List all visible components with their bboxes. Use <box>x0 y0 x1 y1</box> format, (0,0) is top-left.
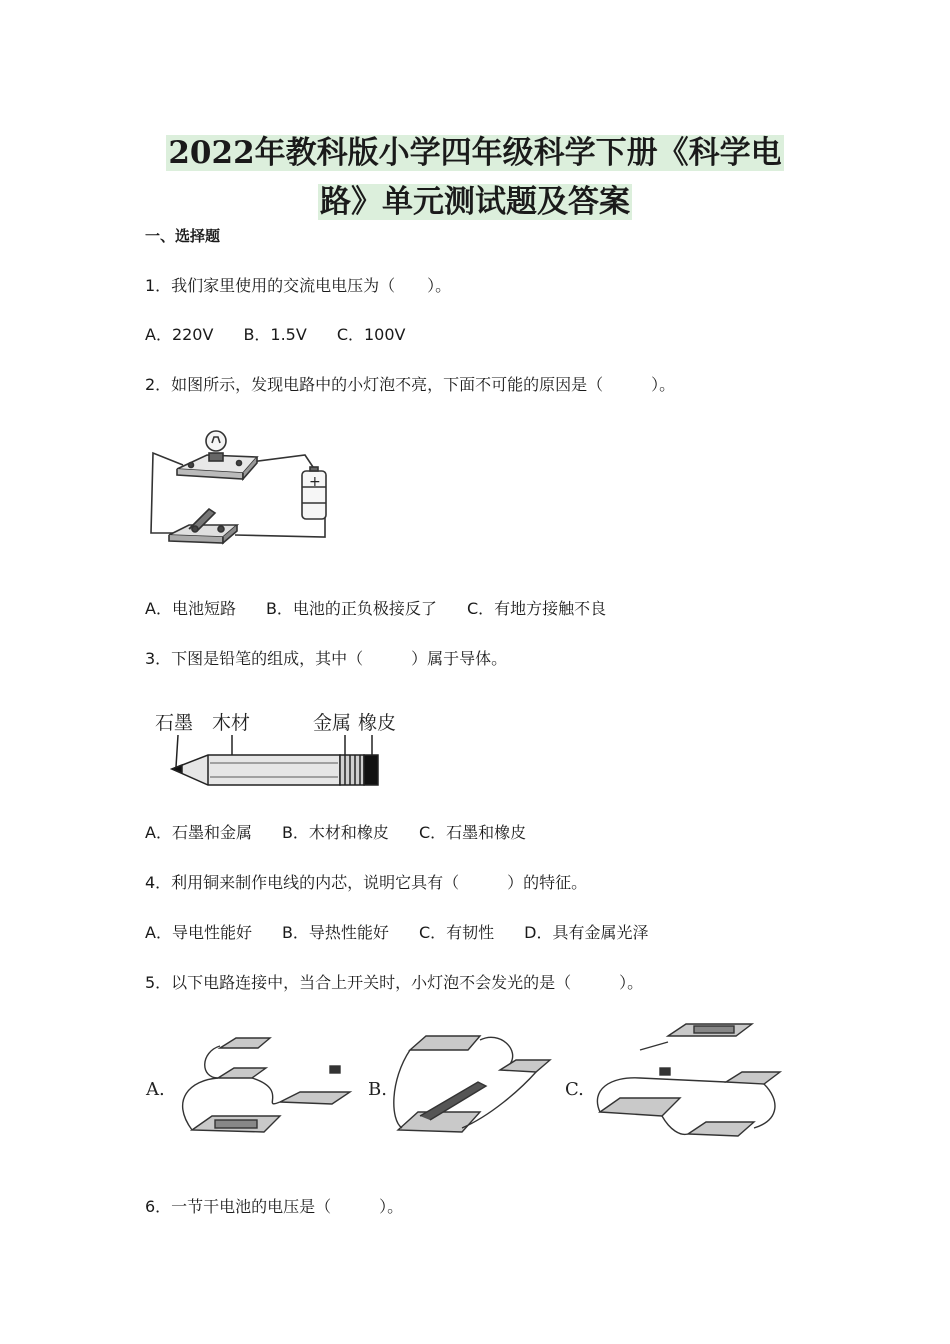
question-4-options <box>145 922 678 944</box>
q3-option-b: B．木材和橡皮 <box>281 823 389 842</box>
q2-option-b: B．电池的正负极接反了 <box>265 599 437 618</box>
question-1: 1．我们家里使用的交流电电压为（ ）。 <box>145 276 452 295</box>
document-title-line-1: 2022年教科版小学四年级科学下册《科学电 <box>168 135 782 171</box>
q3-option-a: A．石墨和金属 <box>145 823 252 842</box>
question-2-options <box>145 598 636 620</box>
q5-label-c: C. <box>565 1079 584 1100</box>
q3-pencil-figure <box>150 705 415 790</box>
question-2: 2．如图所示，发现电路中的小灯泡不亮，下面不可能的原因是（ ）。 <box>145 375 676 394</box>
q1-option-a: A．220V <box>145 325 214 344</box>
label-wood: 木材 <box>212 712 251 734</box>
label-graphite: 石墨 <box>155 712 194 734</box>
question-5: 5．以下电路连接中，当合上开关时，小灯泡不会发光的是（ ）。 <box>145 973 644 992</box>
label-metal: 金属 <box>313 712 352 734</box>
q2-circuit-figure <box>145 425 340 550</box>
q5-label-b: B. <box>368 1079 387 1100</box>
q4-option-a: A．导电性能好 <box>145 923 252 942</box>
document-title-line-2: 路》单元测试题及答案 <box>320 184 630 220</box>
question-3: 3．下图是铅笔的组成，其中（ ）属于导体。 <box>145 649 508 668</box>
q1-option-b: B．1.5V <box>243 325 307 344</box>
label-eraser: 橡皮 <box>358 712 397 734</box>
q2-option-c: C．有地方接触不良 <box>466 599 607 618</box>
q2-option-a: A．电池短路 <box>145 599 236 618</box>
q3-option-c: C．石墨和橡皮 <box>418 823 527 842</box>
q4-option-b: B．导热性能好 <box>281 923 389 942</box>
q5-circuit-options-figure <box>140 1020 785 1150</box>
question-6: 6．一节干电池的电压是（ ）。 <box>145 1197 404 1216</box>
battery-plus-sign: + <box>309 474 321 490</box>
q4-option-c: C．有韧性 <box>418 923 495 942</box>
q4-option-d: D．具有金属光泽 <box>524 923 649 942</box>
question-3-options <box>145 822 556 844</box>
q5-label-a: A. <box>146 1079 165 1100</box>
question-1-options <box>145 324 435 346</box>
q1-option-c: C．100V <box>336 325 406 344</box>
section-heading: 一、选择题 <box>145 227 221 245</box>
question-4: 4．利用铜来制作电线的内芯，说明它具有（ ）的特征。 <box>145 873 588 892</box>
